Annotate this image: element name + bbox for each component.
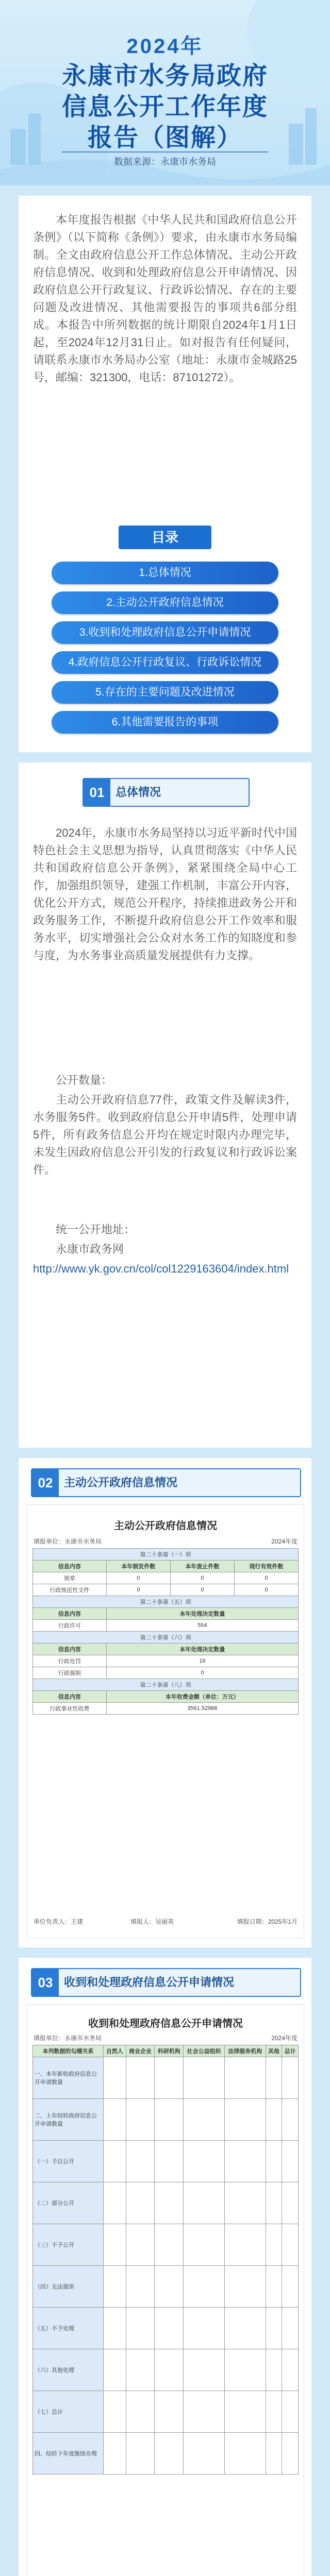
table-cell <box>282 2266 299 2308</box>
table-cell <box>155 2349 184 2391</box>
section2-table-card <box>27 1504 304 1938</box>
table-cell <box>184 2057 225 2099</box>
table-cell: 科研机构 <box>155 2045 184 2057</box>
section2-sign-date: 填报日期：2025年1月 <box>237 1918 298 1925</box>
table-row <box>33 2349 299 2391</box>
table-cell: （二）部分公开 <box>33 2182 104 2224</box>
table-cell: 总计 <box>282 2045 299 2057</box>
section2-table-title: 主动公开政府信息情况 <box>114 1520 217 1532</box>
section1-para2: 主动公开政府信息77件，政策文件及解读3件，水务服务5件。收到政府信息公开申请5件，处理申请5件，所有政务信息公开均在规定时限内办理完毕，未发生因政府信息公开引发的行政复议和行政诉讼案件。 <box>33 1093 297 1176</box>
section2-sign-head: 单位负责人：王建 <box>34 1918 84 1925</box>
report-year: 2024年 <box>126 35 204 58</box>
table-cell: 0 <box>234 1572 298 1584</box>
table-cell <box>104 2349 126 2391</box>
table-cell <box>126 2391 155 2433</box>
table-cell <box>282 2099 299 2141</box>
table-row <box>33 1655 299 1667</box>
table-row <box>33 1608 299 1620</box>
table-row <box>33 2391 299 2433</box>
table-cell <box>104 2266 126 2308</box>
table-cell <box>155 2308 184 2349</box>
table-cell: 0 <box>106 1584 170 1596</box>
table-cell: 0 <box>170 1572 234 1584</box>
table-row <box>33 2433 299 2475</box>
table-row <box>33 2045 299 2057</box>
table-cell <box>282 2182 299 2224</box>
table-cell: （七）总计 <box>33 2391 104 2433</box>
table-cell <box>126 2099 155 2141</box>
table-cell: 本年处理决定数量 <box>106 1643 298 1655</box>
toc-item-1[interactable]: 1.总体情况 <box>52 562 278 584</box>
table-cell <box>126 2433 155 2475</box>
section2-banner <box>31 1468 301 1497</box>
section3-unit: 填报单位：永康市水务局 <box>34 2035 102 2042</box>
table-cell <box>282 2391 299 2433</box>
table-cell <box>155 2099 184 2141</box>
table-cell <box>104 2057 126 2099</box>
report-title-line1: 永康市水务局政府 <box>61 62 268 90</box>
intro-text: 本年度报告根据《中华人民共和国政府信息公开条例》（以下简称《条例》）要求，由永康市水务局编制。全文由政府信息公开工作总体情况、主动公开政府信息情况、收到和处理政府信息公开申请情况、因政府信息公开行政复议、行政诉讼情况、存在的主要问题及改进情况、其他需要报告的事项共6部分组成。本报告中所列数据的统计期限自2024年1月1日起，至2024年12月31日止。如对报告有任何疑问，请联系永康市水务局办公室（地址：永康市金城路25号，邮编：321300，电话：87101272）。 <box>33 213 297 384</box>
table-cell: 本年废止件数 <box>170 1561 234 1572</box>
table-cell: 行政事业性收费 <box>33 1703 107 1715</box>
table-cell: （一）予以公开 <box>33 2141 104 2182</box>
table-cell: 16 <box>106 1655 298 1667</box>
section1-num: 01 <box>84 779 110 806</box>
table-cell <box>155 2433 184 2475</box>
table-row <box>33 1643 299 1655</box>
table-cell <box>184 2141 225 2182</box>
table-cell <box>155 2391 184 2433</box>
table-cell <box>282 2308 299 2349</box>
table-cell <box>184 2308 225 2349</box>
table-cell: 自然人 <box>104 2045 126 2057</box>
data-source: 数据来源：永康市水务局 <box>114 157 216 167</box>
table-cell: 法律服务机构 <box>224 2045 266 2057</box>
table-cell <box>224 2266 266 2308</box>
table-row <box>33 2141 299 2182</box>
table-cell: 现行有效件数 <box>234 1561 298 1572</box>
section3-title: 收到和处理政府信息公开申请情况 <box>64 1976 235 1989</box>
table-cell: 行政规范性文件 <box>33 1584 107 1596</box>
table-cell <box>266 2057 282 2099</box>
table-row <box>33 2099 299 2141</box>
table-cell <box>282 2224 299 2266</box>
table-cell: 第二十条第（八）项 <box>33 1679 299 1691</box>
table-cell <box>266 2141 282 2182</box>
table-cell: 行政许可 <box>33 1620 107 1632</box>
table-cell <box>224 2433 266 2475</box>
table-cell <box>282 2433 299 2475</box>
report-title-line3: 报告（图解） <box>87 124 242 151</box>
table-cell <box>126 2349 155 2391</box>
table-cell: 本年处理决定数量 <box>106 1608 298 1620</box>
table-cell: 第二十条第（六）项 <box>33 1632 299 1643</box>
table-cell: 3561.52966 <box>106 1703 298 1715</box>
table-cell: 行政强制 <box>33 1667 107 1679</box>
section1-para1: 2024年，永康市水务局坚持以习近平新时代中国特色社会主义思想为指导，认真贯彻落实《中华人民共和国政府信息公开条例》，紧紧围绕全局中心工作，加强组织领导，建强工作机制，丰富公开内容，优化公开方式，规范公开程序，持续推进政务公开和政务服务工作，不断提升政府信息公开工作效率和服务水平，切实增强社会公众对水务工作的知晓度和参与度，为水务事业高质量发展提供有力支撑。 <box>33 826 297 962</box>
table-row <box>33 1572 299 1584</box>
section1-link-site: 永康市政务网 <box>56 1243 124 1256</box>
table-cell: 商业企业 <box>126 2045 155 2057</box>
table-cell: （六）其他处理 <box>33 2349 104 2391</box>
toc-item-2[interactable]: 2.主动公开政府信息情况 <box>52 591 278 614</box>
section2-title: 主动公开政府信息情况 <box>64 1476 178 1489</box>
table-cell <box>155 2266 184 2308</box>
table-cell: （四）无法提供 <box>33 2266 104 2308</box>
table-cell: 社会公益组织 <box>184 2045 225 2057</box>
table-cell: 本年收费金额（单位：万元） <box>106 1691 298 1703</box>
table-cell <box>224 2182 266 2224</box>
table-row <box>33 2266 299 2308</box>
table-cell: 0 <box>234 1584 298 1596</box>
table-cell: 一、本年新收政府信息公开申请数量 <box>33 2057 104 2099</box>
table-row <box>33 1549 299 1561</box>
table-cell <box>184 2266 225 2308</box>
report-title-line2: 信息公开工作年度 <box>61 93 268 121</box>
table-cell <box>266 2266 282 2308</box>
table-cell: 第二十条第（一）项 <box>33 1549 299 1561</box>
table-cell: 其他 <box>266 2045 282 2057</box>
table-cell <box>282 2141 299 2182</box>
section3-banner <box>31 1968 301 1997</box>
section2-year: 2024年度 <box>271 1538 298 1545</box>
table-cell: 二、上年结转政府信息公开申请数量 <box>33 2099 104 2141</box>
table-cell <box>184 2099 225 2141</box>
table-row <box>33 1561 299 1572</box>
table-cell <box>104 2391 126 2433</box>
table-cell: 信息内容 <box>33 1561 107 1572</box>
section1-link-url[interactable]: http://www.yk.gov.cn/col/col1229163604/index.html <box>33 1262 289 1275</box>
table-cell <box>224 2224 266 2266</box>
table-cell <box>104 2099 126 2141</box>
table-row <box>33 1679 299 1691</box>
table-cell: 554 <box>106 1620 298 1632</box>
table-cell: 规章 <box>33 1572 107 1584</box>
table-cell: 信息内容 <box>33 1608 107 1620</box>
table-cell <box>104 2182 126 2224</box>
section2-num: 02 <box>32 1469 59 1496</box>
table-row <box>33 2182 299 2224</box>
report-header <box>0 0 330 185</box>
table-cell <box>184 2391 225 2433</box>
table-cell: 信息内容 <box>33 1691 107 1703</box>
section2-sign-fill: 填报人：吴丽英 <box>130 1918 174 1925</box>
table-cell <box>126 2224 155 2266</box>
table-cell <box>104 2141 126 2182</box>
section3-table-title: 收到和处理政府信息公开申请情况 <box>88 2018 243 2029</box>
table-cell <box>266 2182 282 2224</box>
table-row <box>33 1632 299 1643</box>
table-cell <box>104 2308 126 2349</box>
table-cell <box>155 2141 184 2182</box>
table-cell: 行政处罚 <box>33 1655 107 1667</box>
table-cell <box>266 2433 282 2475</box>
table-row <box>33 1620 299 1632</box>
table-cell: 四、结转下年度继续办理 <box>33 2433 104 2475</box>
section3-table-card <box>27 2004 304 2576</box>
table-cell <box>266 2308 282 2349</box>
table-cell: 信息内容 <box>33 1643 107 1655</box>
toc-item-5[interactable]: 5.存在的主要问题及改进情况 <box>52 681 278 704</box>
table-cell <box>126 2057 155 2099</box>
table-cell: 本列数据的勾稽关系 <box>33 2045 104 2057</box>
table-cell <box>266 2391 282 2433</box>
table-row <box>33 1667 299 1679</box>
toc-title-text: 目录 <box>151 530 178 545</box>
table-cell <box>266 2349 282 2391</box>
table-cell <box>224 2057 266 2099</box>
table-cell <box>224 2391 266 2433</box>
table-row <box>33 1596 299 1608</box>
table-cell <box>126 2308 155 2349</box>
section1-title: 总体情况 <box>116 786 161 799</box>
table-cell <box>155 2182 184 2224</box>
table-row <box>33 2308 299 2349</box>
toc-item-4[interactable]: 4.政府信息公开行政复议、行政诉讼情况 <box>52 651 278 674</box>
table-cell <box>104 2224 126 2266</box>
section3-num: 03 <box>32 1969 59 1996</box>
table-row <box>33 2224 299 2266</box>
table-cell <box>155 2224 184 2266</box>
toc-item-3[interactable]: 3.收到和处理政府信息公开申请情况 <box>52 621 278 644</box>
section1-link-label: 统一公开地址： <box>56 1223 136 1236</box>
toc-item-6[interactable]: 6.其他需要报告的事项 <box>52 711 278 734</box>
section3-table <box>32 2045 299 2475</box>
table-cell <box>184 2224 225 2266</box>
table-row <box>33 2057 299 2099</box>
table-row <box>33 1584 299 1596</box>
table-cell: （五）不予处理 <box>33 2308 104 2349</box>
table-cell <box>224 2349 266 2391</box>
section3-year: 2024年度 <box>271 2035 298 2042</box>
table-cell: 本年制发件数 <box>106 1561 170 1572</box>
section2-unit: 填报单位：永康市水务局 <box>34 1538 102 1545</box>
table-cell: 0 <box>106 1667 298 1679</box>
toc-title <box>119 526 211 549</box>
table-cell: （三）不予公开 <box>33 2224 104 2266</box>
table-cell <box>184 2433 225 2475</box>
table-cell <box>126 2266 155 2308</box>
table-cell <box>155 2057 184 2099</box>
table-cell <box>282 2349 299 2391</box>
table-cell <box>184 2349 225 2391</box>
table-cell <box>224 2308 266 2349</box>
table-cell <box>126 2182 155 2224</box>
section1-count-label: 公开数量： <box>56 1074 113 1087</box>
table-cell: 0 <box>170 1584 234 1596</box>
table-row <box>33 1691 299 1703</box>
table-cell: 第二十条第（五）项 <box>33 1596 299 1608</box>
section2-table <box>32 1548 299 1715</box>
table-cell <box>184 2182 225 2224</box>
table-cell: 0 <box>106 1572 170 1584</box>
table-cell <box>224 2099 266 2141</box>
table-cell <box>282 2057 299 2099</box>
table-cell <box>104 2433 126 2475</box>
table-cell <box>266 2224 282 2266</box>
table-cell <box>266 2099 282 2141</box>
section1-banner <box>82 778 250 807</box>
table-cell <box>224 2141 266 2182</box>
table-row <box>33 1703 299 1715</box>
table-cell <box>126 2141 155 2182</box>
